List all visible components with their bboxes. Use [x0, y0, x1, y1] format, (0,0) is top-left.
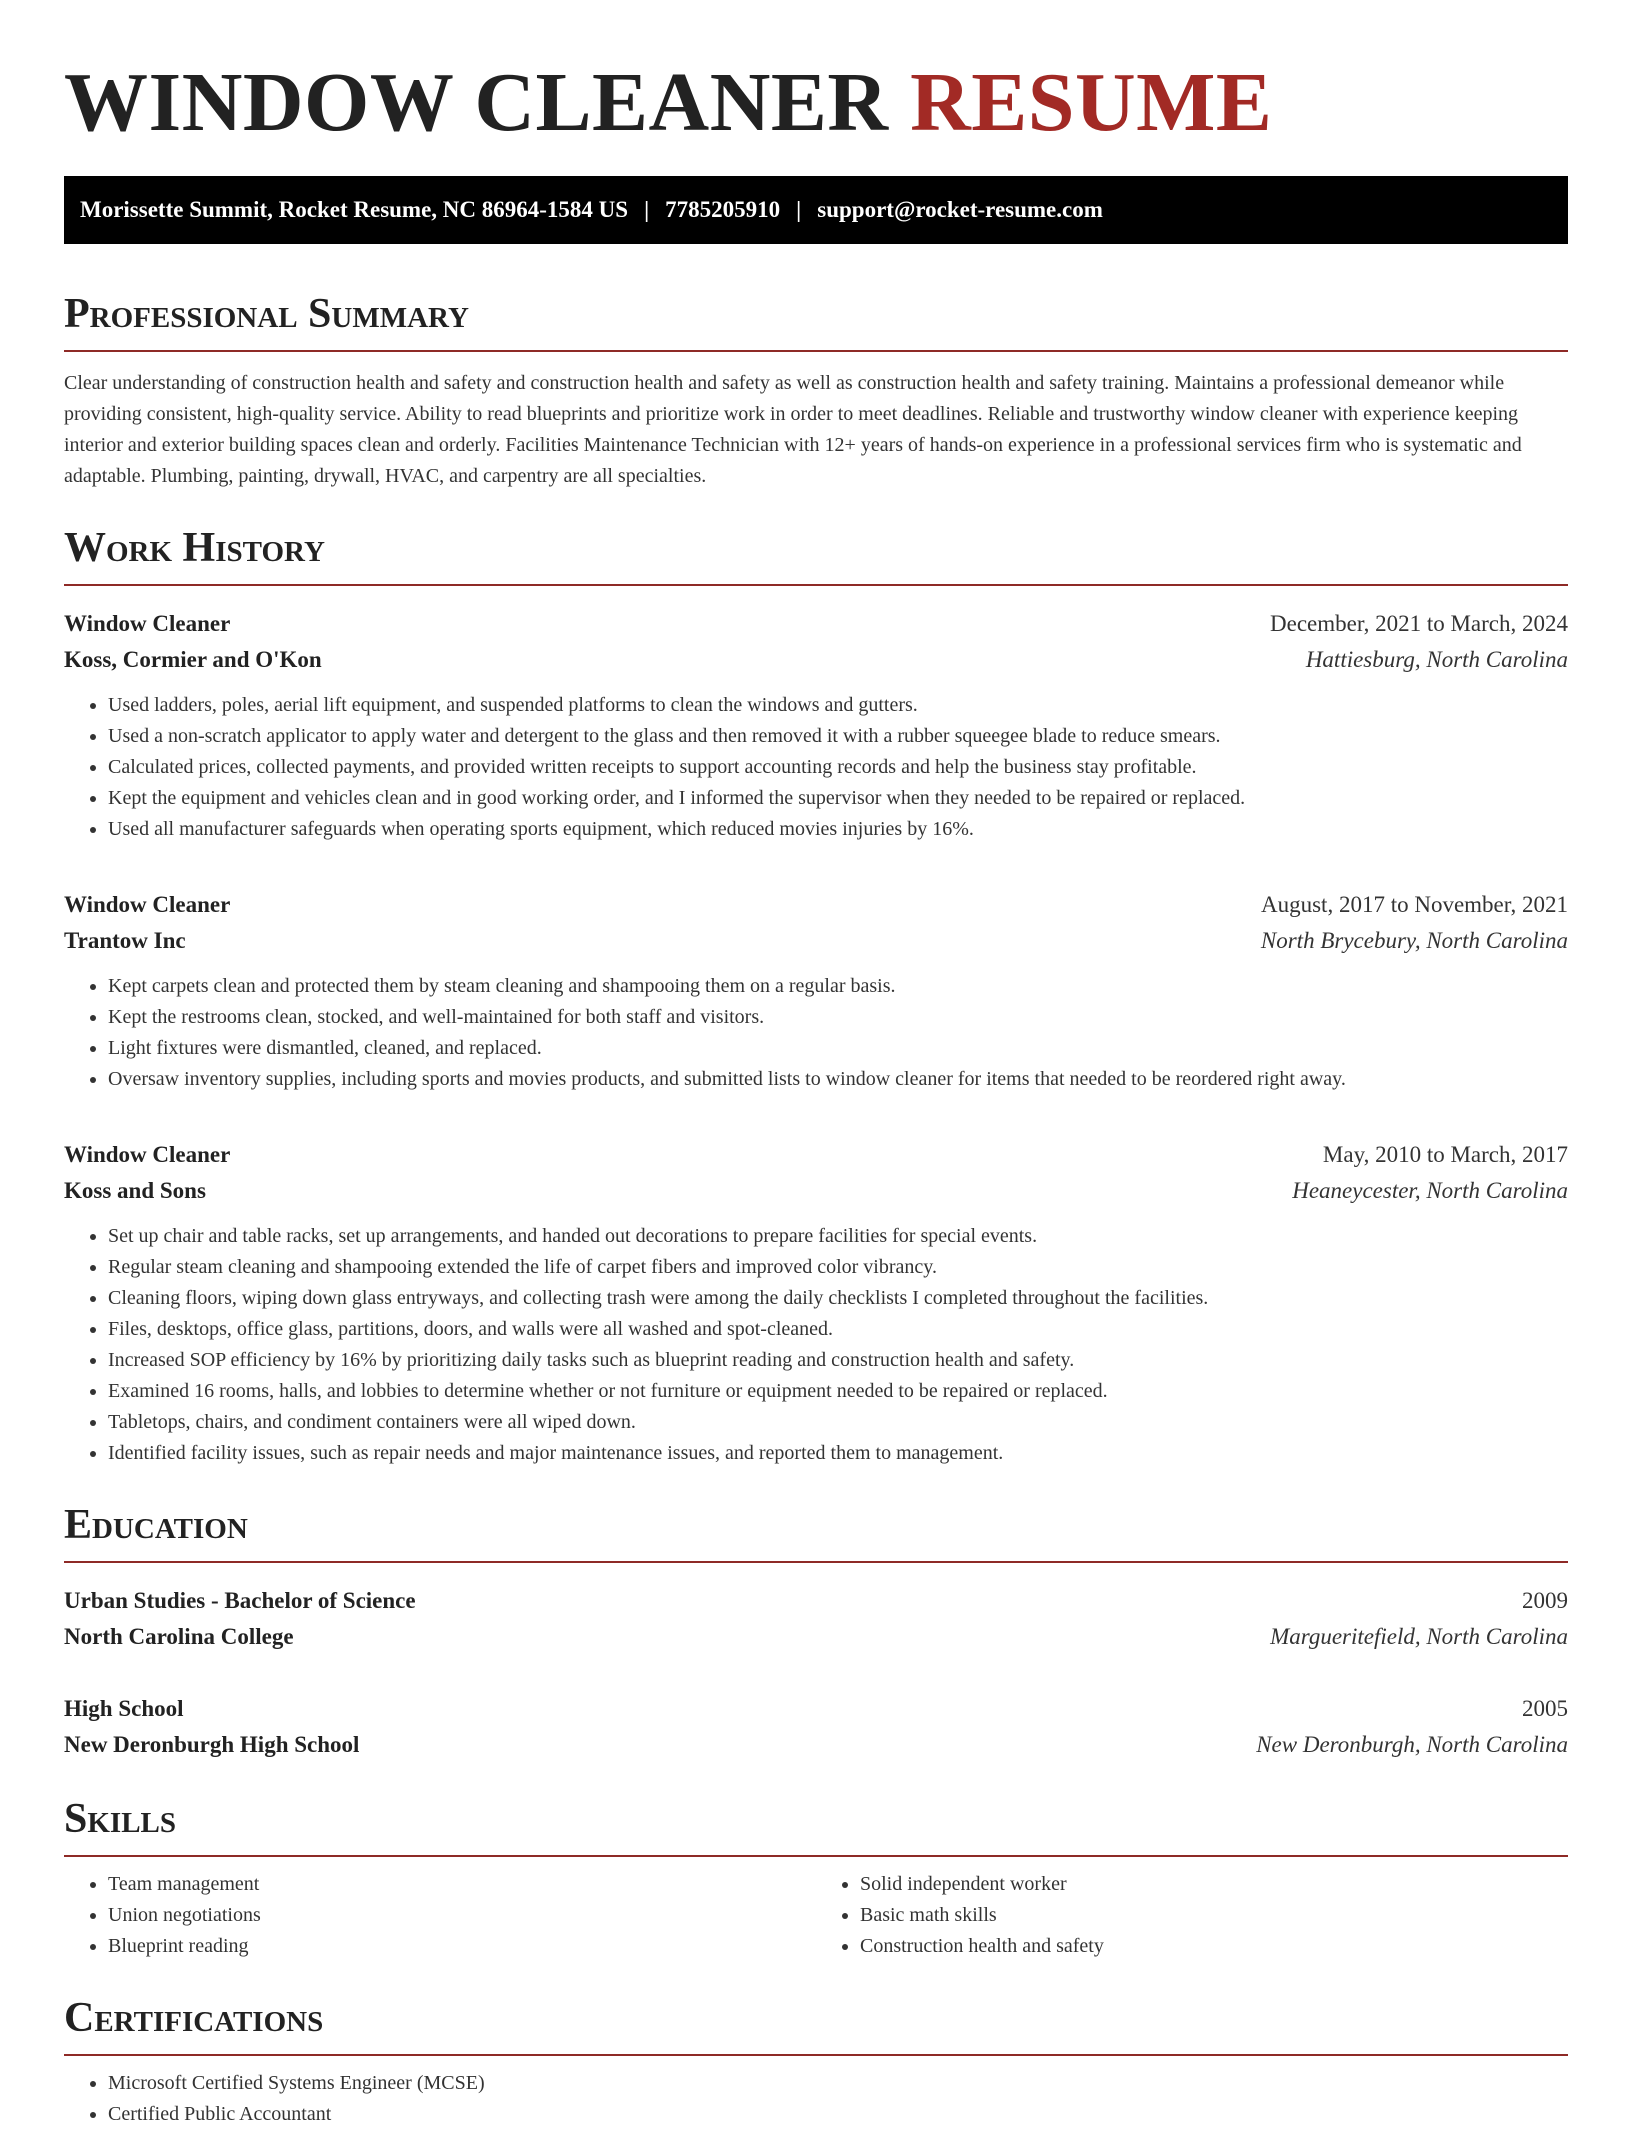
bullet-item: • Light fixtures were dismantled, cleaned, and replaced. — [108, 1033, 1568, 1064]
education-degree-row — [64, 1583, 1568, 1619]
job-bullets — [64, 690, 1568, 845]
job-title-row — [64, 887, 1568, 923]
skill-item: • Basic math skills — [860, 1900, 1568, 1931]
job-location: Heaneycester, North Carolina — [1292, 1178, 1568, 1203]
job-entry — [64, 606, 1568, 845]
job-entry — [64, 887, 1568, 1095]
bullet-item: • Files, desktops, office glass, partitions, doors, and walls were all washed and spot-cleaned. — [108, 1314, 1568, 1345]
skill-item: • Team management — [108, 1869, 816, 1900]
job-company: Koss and Sons — [64, 1178, 206, 1203]
section-heading: Work History — [64, 520, 1568, 586]
section-heading: Education — [64, 1497, 1568, 1563]
education-entry — [64, 1691, 1568, 1763]
bullet-item: • Cleaning floors, wiping down glass entryways, and collecting trash were among the daily checklists I completed throughout the facilities. — [108, 1283, 1568, 1314]
job-location: Hattiesburg, North Carolina — [1305, 647, 1568, 672]
job-title: Window Cleaner — [64, 1142, 231, 1167]
job-company-row — [64, 923, 1568, 959]
job-dates: August, 2017 to November, 2021 — [1261, 892, 1568, 917]
job-company: Trantow Inc — [64, 928, 186, 953]
certification-item: • Microsoft Certified Systems Engineer (MCSE) — [108, 2068, 1568, 2099]
bullet-item: • Calculated prices, collected payments, and provided written receipts to support accounting records and help the business stay profitable. — [108, 752, 1568, 783]
title-main: WINDOW CLEANER — [64, 56, 889, 149]
job-dates: December, 2021 to March, 2024 — [1270, 611, 1568, 636]
job-location: North Brycebury, North Carolina — [1260, 928, 1568, 953]
education-school-row — [64, 1619, 1568, 1655]
summary-text: Clear understanding of construction health and safety and construction health and safety as well as construction health and safety training. Maintains a professional demeanor while providing consistent, high-quality service. Ability to read blueprints and prioritize work in order to meet deadlines. Reliable and trustworthy window cleaner with experience keeping interior and exterior building spaces clean and orderly. Facilities Maintenance Technician with 12+ years of hands-on experience in a professional services firm who is systematic and adaptable. Plumbing, painting, drywall, HVAC, and carpentry are all specialties. — [64, 372, 1522, 487]
contact-bar — [64, 176, 1568, 244]
bullet-item: • Regular steam cleaning and shampooing extended the life of carpet fibers and improved color vibrancy. — [108, 1252, 1568, 1283]
title-accent: RESUME — [910, 56, 1273, 149]
bullet-item: • Used ladders, poles, aerial lift equipment, and suspended platforms to clean the windows and gutters. — [108, 690, 1568, 721]
education-degree: Urban Studies - Bachelor of Science — [64, 1588, 416, 1613]
bullet-item: • Increased SOP efficiency by 16% by prioritizing daily tasks such as blueprint reading and construction health and safety. — [108, 1345, 1568, 1376]
bullet-item: • Used a non-scratch applicator to apply water and detergent to the glass and then removed it with a rubber squeegee blade to reduce smears. — [108, 721, 1568, 752]
skills-column-right — [816, 1869, 1568, 1962]
education-degree: High School — [64, 1696, 184, 1721]
section-skills — [64, 1791, 1568, 1962]
education-entry — [64, 1583, 1568, 1655]
certification-item: • Certified Public Accountant — [108, 2099, 1568, 2130]
skill-item: • Blueprint reading — [108, 1931, 816, 1962]
bullet-item: • Oversaw inventory supplies, including sports and movies products, and submitted lists to window cleaner for items that needed to be reordered right away. — [108, 1064, 1568, 1095]
bullet-item: • Kept carpets clean and protected them by steam cleaning and shampooing them on a regular basis. — [108, 971, 1568, 1002]
education-location: Margueritefield, North Carolina — [1270, 1624, 1568, 1649]
education-degree-row — [64, 1691, 1568, 1727]
job-title: Window Cleaner — [64, 611, 231, 636]
bullet-item: • Set up chair and table racks, set up arrangements, and handed out decorations to prepare facilities for special events. — [108, 1221, 1568, 1252]
bullet-item: • Identified facility issues, such as repair needs and major maintenance issues, and reported them to management. — [108, 1438, 1568, 1469]
bullet-item: • Used all manufacturer safeguards when operating sports equipment, which reduced movies injuries by 16%. — [108, 814, 1568, 845]
contact-separator: | — [796, 197, 802, 222]
job-title-row — [64, 606, 1568, 642]
contact-email: support@rocket-resume.com — [817, 197, 1103, 222]
resume-title — [64, 52, 1568, 154]
bullet-item: • Tabletops, chairs, and condiment containers were all wiped down. — [108, 1407, 1568, 1438]
bullet-item: • Kept the restrooms clean, stocked, and well-maintained for both staff and visitors. — [108, 1002, 1568, 1033]
job-bullets — [64, 971, 1568, 1095]
skill-item: • Solid independent worker — [860, 1869, 1568, 1900]
education-school-row — [64, 1727, 1568, 1763]
contact-separator: | — [644, 197, 650, 222]
section-certifications — [64, 1990, 1568, 2130]
section-work-history — [64, 520, 1568, 1469]
skill-item: • Construction health and safety — [860, 1931, 1568, 1962]
education-year: 2005 — [1522, 1696, 1568, 1721]
bullet-item: • Examined 16 rooms, halls, and lobbies to determine whether or not furniture or equipment needed to be repaired or replaced. — [108, 1376, 1568, 1407]
bullet-item: • Kept the equipment and vehicles clean and in good working order, and I informed the supervisor when they needed to be repaired or replaced. — [108, 783, 1568, 814]
education-location: New Deronburgh, North Carolina — [1256, 1732, 1568, 1757]
contact-address: Morissette Summit, Rocket Resume, NC 86964-1584 US — [80, 197, 629, 222]
job-dates: May, 2010 to March, 2017 — [1322, 1142, 1568, 1167]
contact-phone: 7785205910 — [665, 197, 781, 222]
job-entry — [64, 1137, 1568, 1469]
section-education — [64, 1497, 1568, 1763]
section-heading: Skills — [64, 1791, 1568, 1857]
job-bullets — [64, 1221, 1568, 1469]
skill-item: • Union negotiations — [108, 1900, 816, 1931]
job-company: Koss, Cormier and O'Kon — [64, 647, 322, 672]
section-heading: Professional Summary — [64, 286, 1568, 352]
education-school: New Deronburgh High School — [64, 1732, 360, 1757]
job-title-row — [64, 1137, 1568, 1173]
job-company-row — [64, 642, 1568, 678]
education-school: North Carolina College — [64, 1624, 294, 1649]
skills-grid — [64, 1869, 1568, 1962]
section-professional-summary — [64, 286, 1568, 492]
section-heading: Certifications — [64, 1990, 1568, 2056]
job-company-row — [64, 1173, 1568, 1209]
certifications-list — [64, 2068, 1568, 2130]
skills-column-left — [64, 1869, 816, 1962]
job-title: Window Cleaner — [64, 892, 231, 917]
education-year: 2009 — [1522, 1588, 1568, 1613]
